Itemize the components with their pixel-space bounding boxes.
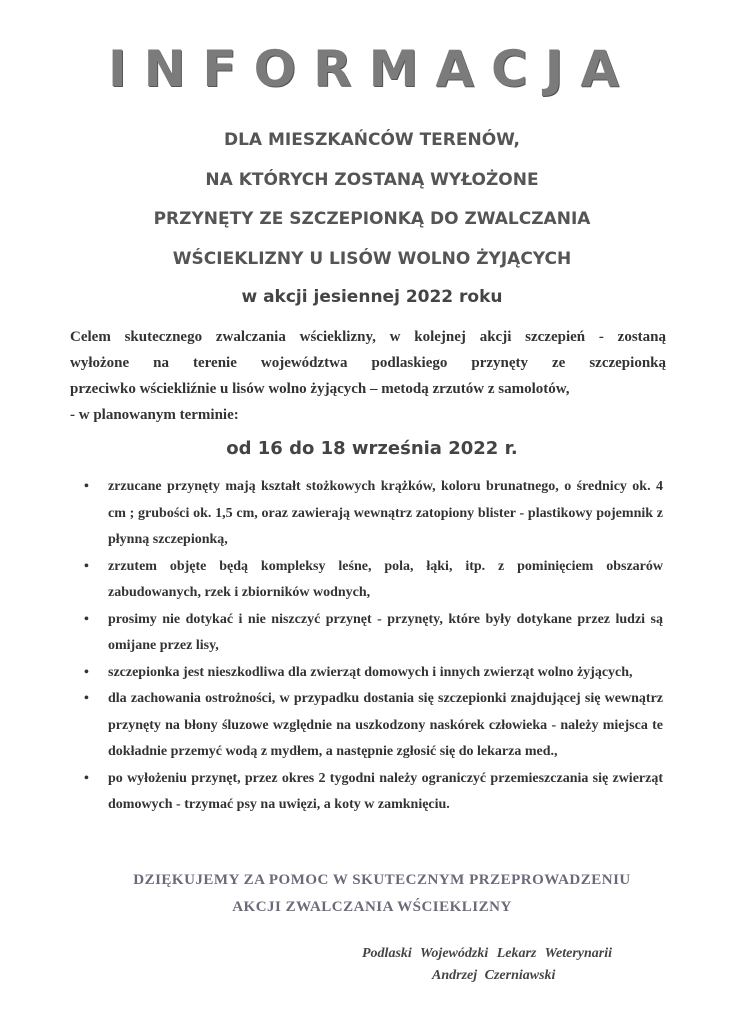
list-item [80,607,663,660]
list-item-text: zrzucane przynęty mają kształt stożkowych krążków, koloru brunatnego, o średnicy ok. 4 cm ; grubości ok. 1,5 cm, oraz zawierają wewnątrz zatopiony blister - plastikowy pojemnik z płynną szczepionką, [108,479,663,547]
list-item [80,474,663,554]
list-item-text: dla zachowania ostrożności, w przypadku dostania się szczepionki znajdującej się wewnątrz przynęty na błony śluzowe względnie na uszkodzony naskórek człowieka - należy miejsca te dokładnie przemyć wodą z mydłem, a następnie zgłosić się do lekarza med., [108,691,663,759]
campaign-dates: od 16 do 18 września 2022 r. [226,438,518,459]
intro-line-1: Celem skutecznego zwalczania wścieklizny, w kolejnej akcji szczepień - zostaną [70,329,666,345]
list-item-text: zrzutem objęte będą kompleksy leśne, pola, łąki, itp. z pominięciem obszarów zabudowanych, rzek i zbiorników wodnych, [108,558,663,600]
bullet-icon: • [84,691,89,706]
list-item-text: szczepionka jest nieszkodliwa dla zwierząt domowych i innych zwierząt wolno żyjących, [108,664,633,680]
signature-office: Podlaski Wojewódzki Lekarz Weterynarii [362,946,613,961]
bullet-icon: • [84,479,89,494]
intro-line-3: przeciwko wściekliźnie u lisów wolno żyjących – metodą zrzutów z samolotów, [70,381,570,397]
campaign-season: w akcji jesiennej 2022 roku [241,287,503,307]
list-item-text: prosimy nie dotykać i nie niszczyć przynęt - przynęty, które były dotykane przez ludzi są omijane przez lisy, [108,611,663,653]
intro-line-2: wyłożone na terenie województwa podlaskiego przynęty ze szczepionką [70,355,666,371]
list-item [80,660,663,687]
bullet-icon: • [84,770,89,786]
bullet-icon: • [84,558,89,574]
document-title: INFORMACJA [107,40,637,98]
thanks-line-2: AKCJI ZWALCZANIA WŚCIEKLIZNY [232,899,512,915]
list-item [80,686,663,766]
intro-paragraph [70,324,666,428]
bullet-icon: • [84,664,89,680]
intro-line-4: - w planowanym terminie: [70,407,239,423]
heading-line-2: NA KTÓRYCH ZOSTANĄ WYŁOŻONE [205,170,539,190]
bullet-icon: • [84,611,89,627]
heading-line-1: DLA MIESZKAŃCÓW TERENÓW, [223,130,520,150]
heading-line-3: PRZYNĘTY ZE SZCZEPIONKĄ DO ZWALCZANIA [153,209,591,229]
list-item [80,766,663,819]
instructions-list [80,474,663,819]
list-item [80,554,663,607]
list-item-text: po wyłożeniu przynęt, przez okres 2 tygodni należy ograniczyć przemieszczania się zwierząt domowych - trzymać psy na uwięzi, a koty w zamknięciu. [108,770,663,812]
heading-line-4: WŚCIEKLIZNY U LISÓW WOLNO ŻYJĄCYCH [172,249,572,269]
signature-name: Andrzej Czerniawski [432,968,556,983]
thanks-line-1: DZIĘKUJEMY ZA POMOC W SKUTECZNYM PRZEPROWADZENIU [133,872,631,888]
